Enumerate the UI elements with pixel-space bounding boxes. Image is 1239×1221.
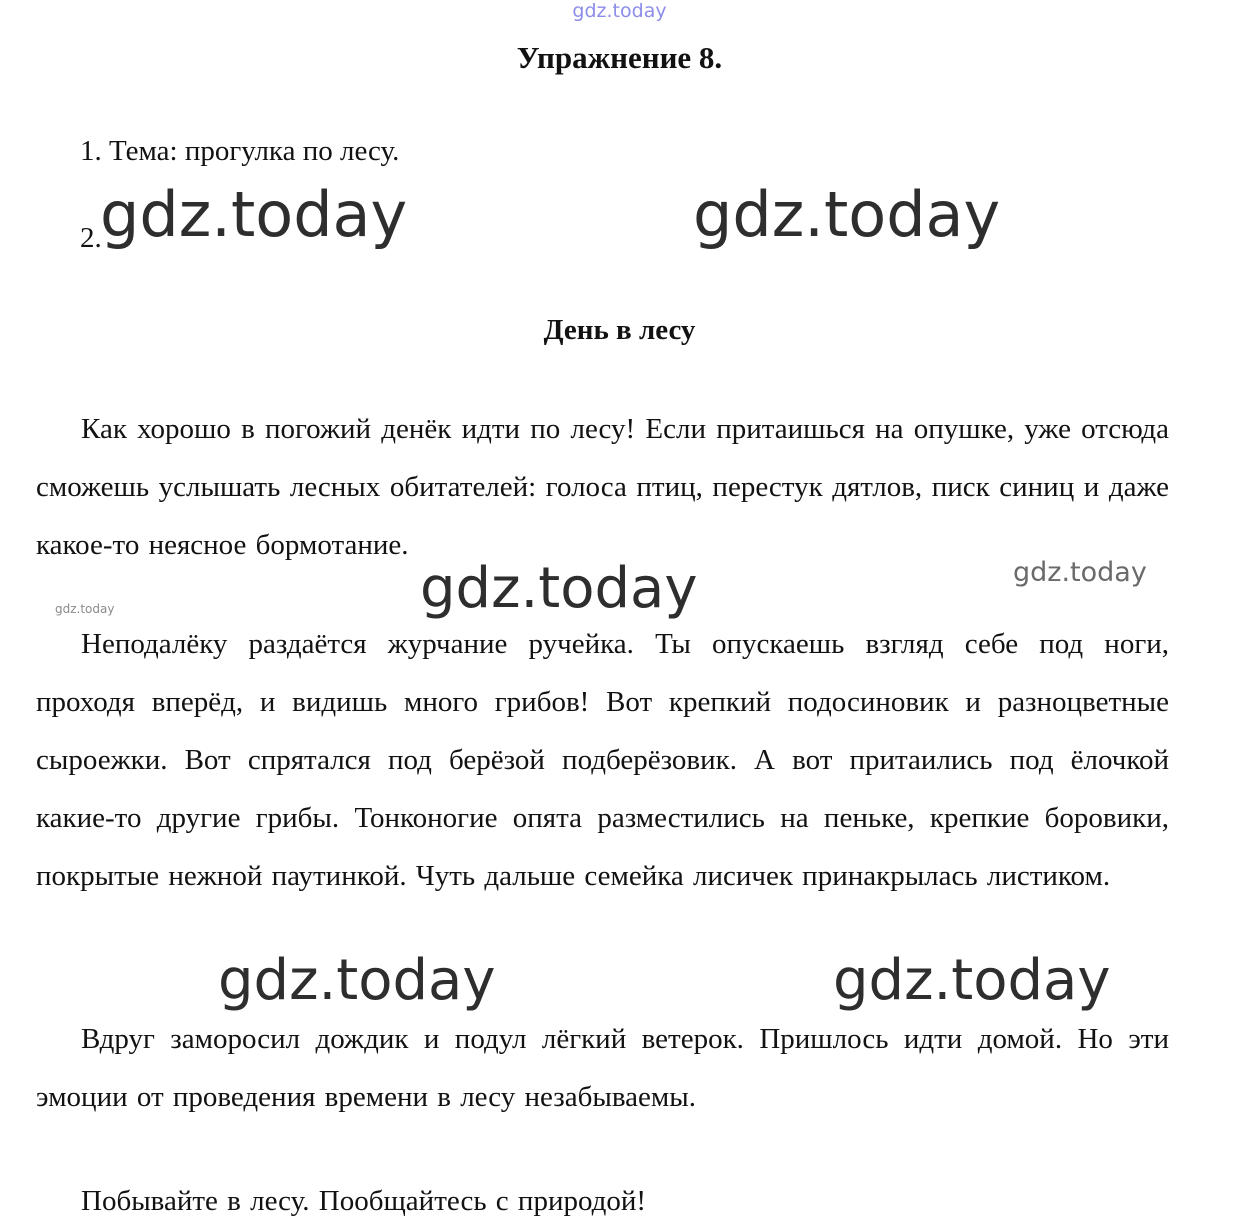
paragraph-1: Как хорошо в погожий денёк идти по лесу! Если притаишься на опушке, уже отсюда сможешь услышать лесных обитателей: голоса птиц, перестук дятлов, писк синиц и даже какое-то неясное бормотание. xyxy=(36,413,1169,561)
exercise-title: Упражнение 8. xyxy=(516,40,723,75)
watermark-bottom-left: gdz.today xyxy=(218,948,496,1013)
watermark-middle-right: gdz.today xyxy=(1013,557,1147,588)
paragraph-2: Неподалёку раздаётся журчание ручейка. Ты опускаешь взгляд себе под ноги, проходя вперёд, и видишь много грибов! Вот крепкий подосиновик и разноцветные сыроежки. Вот спрятался под берёзой подберёзовик. А вот притаились под ёлочкой какие-то другие грибы. Тонконогие опята разместились на пеньке, крепкие боровики, покрытые нежной паутинкой. Чуть дальше семейка лисичек принакрылась листиком. xyxy=(36,628,1169,892)
watermark-middle-center: gdz.today xyxy=(420,556,698,621)
list-item-topic: 1. Тема: прогулка по лесу. xyxy=(80,135,400,167)
text-title: День в лесу xyxy=(543,314,696,346)
watermark-tiny-left: gdz.today xyxy=(55,602,115,616)
list-item-2-marker: 2. xyxy=(80,222,102,254)
paragraph-4: Побывайте в лесу. Пообщайтесь с природой! xyxy=(81,1185,647,1217)
watermark-large-right: gdz.today xyxy=(693,178,1001,251)
watermark-large-left: gdz.today xyxy=(100,178,408,251)
watermark-bottom-right: gdz.today xyxy=(833,948,1111,1013)
paragraph-3: Вдруг заморосил дождик и подул лёгкий ветерок. Пришлось идти домой. Но эти эмоции от проведения времени в лесу незабываемы. xyxy=(36,1023,1169,1113)
watermark-top: gdz.today xyxy=(572,0,667,22)
